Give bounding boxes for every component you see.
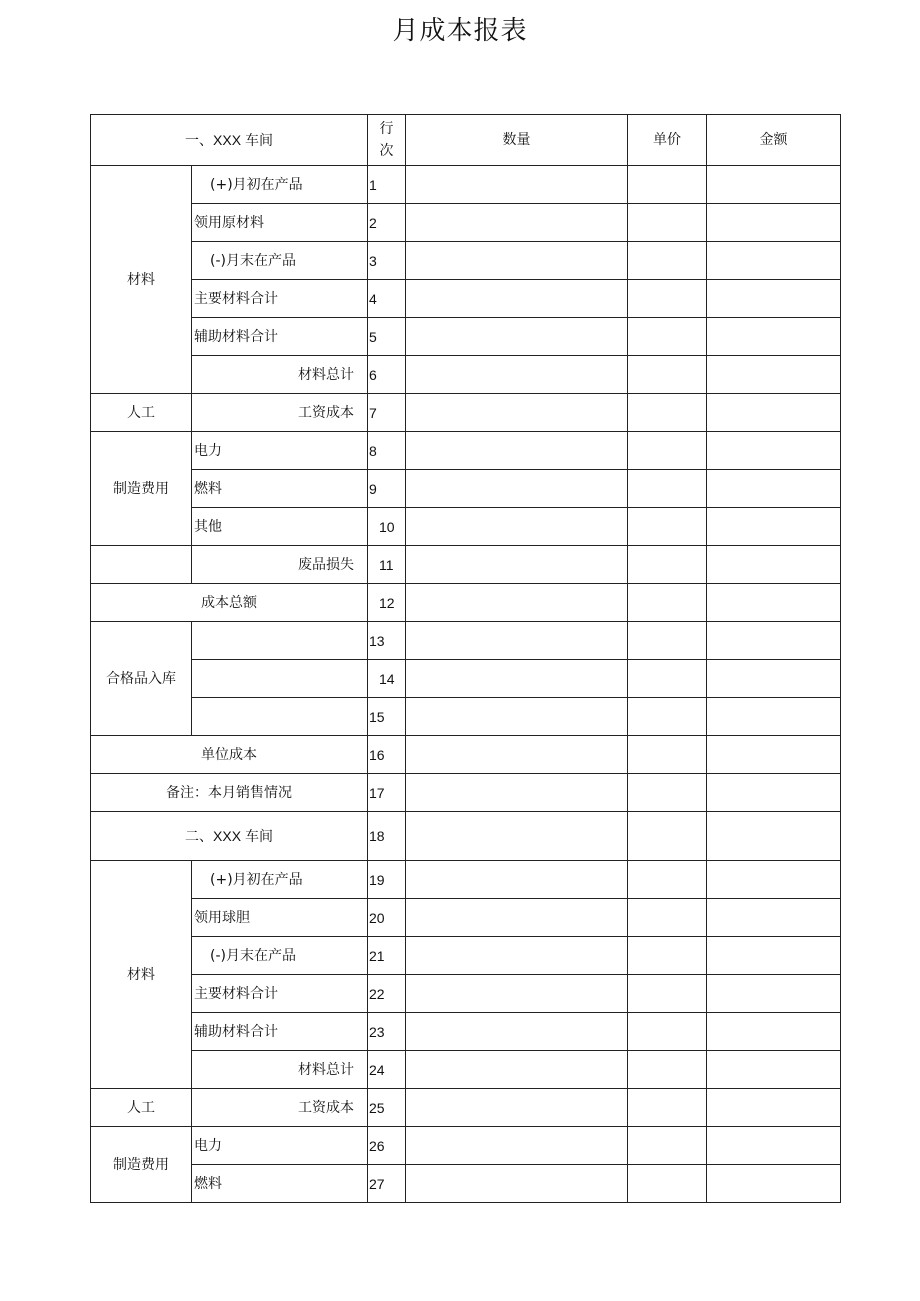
unit-price-cell[interactable] (628, 899, 707, 937)
unit-price-cell[interactable] (628, 204, 707, 242)
unit-price-cell[interactable] (628, 937, 707, 975)
amount-cell[interactable] (707, 975, 841, 1013)
quantity-cell[interactable] (406, 899, 628, 937)
total-cost-label: 成本总额 (91, 584, 368, 622)
row-number: 7 (368, 394, 406, 432)
amount-cell[interactable] (707, 584, 841, 622)
row-label: 辅助材料合计 (192, 1013, 368, 1051)
quantity-cell[interactable] (406, 622, 628, 660)
amount-cell[interactable] (707, 394, 841, 432)
amount-cell[interactable] (707, 166, 841, 204)
row-label: (+)月初在产品 (192, 166, 368, 204)
amount-cell[interactable] (707, 899, 841, 937)
table-row (91, 432, 841, 470)
row-number: 12 (368, 584, 406, 622)
row-label: 燃料 (192, 470, 368, 508)
row-number: 5 (368, 318, 406, 356)
table-row (91, 899, 841, 937)
row-number: 4 (368, 280, 406, 318)
table-row (91, 1013, 841, 1051)
table-row (91, 937, 841, 975)
amount-cell[interactable] (707, 1127, 841, 1165)
row-number: 2 (368, 204, 406, 242)
row-label[interactable] (192, 698, 368, 736)
table-header-row (91, 115, 841, 166)
row-number: 15 (368, 698, 406, 736)
table-row (91, 975, 841, 1013)
row-label: 工资成本 (192, 394, 368, 432)
row-label: 领用球胆 (192, 899, 368, 937)
row-number: 19 (368, 861, 406, 899)
row-label: (-)月末在产品 (192, 242, 368, 280)
amount-cell[interactable] (707, 242, 841, 280)
unit-price-cell[interactable] (628, 432, 707, 470)
row-label[interactable] (192, 622, 368, 660)
row-label: 废品损失 (192, 546, 368, 584)
unit-price-cell[interactable] (628, 394, 707, 432)
quantity-cell[interactable] (406, 584, 628, 622)
quantity-cell[interactable] (406, 861, 628, 899)
table-row (91, 774, 841, 812)
amount-cell[interactable] (707, 280, 841, 318)
row-label: 主要材料合计 (192, 975, 368, 1013)
table-row (91, 280, 841, 318)
row-number: 10 (368, 508, 406, 546)
table-row (91, 861, 841, 899)
quantity-cell[interactable] (406, 1051, 628, 1089)
table-row (91, 1127, 841, 1165)
unit-price-cell[interactable] (628, 242, 707, 280)
unit-price-cell[interactable] (628, 812, 707, 861)
table-row (91, 698, 841, 736)
unit-price-cell[interactable] (628, 356, 707, 394)
row-label: 材料总计 (192, 356, 368, 394)
amount-header: 金额 (707, 115, 841, 166)
unit-price-cell[interactable] (628, 584, 707, 622)
cost-report-table (90, 114, 841, 1203)
row-number: 1 (368, 166, 406, 204)
amount-cell[interactable] (707, 432, 841, 470)
unit-price-cell[interactable] (628, 1127, 707, 1165)
unit-price-cell[interactable] (628, 1165, 707, 1203)
row-number: 21 (368, 937, 406, 975)
row-number: 24 (368, 1051, 406, 1089)
quantity-cell[interactable] (406, 1089, 628, 1127)
table-row (91, 660, 841, 698)
row-label: 辅助材料合计 (192, 318, 368, 356)
amount-cell[interactable] (707, 546, 841, 584)
row-label: 领用原材料 (192, 204, 368, 242)
row-label: 燃料 (192, 1165, 368, 1203)
quantity-cell[interactable] (406, 1013, 628, 1051)
quantity-cell[interactable] (406, 318, 628, 356)
quantity-cell[interactable] (406, 937, 628, 975)
row-number: 11 (368, 546, 406, 584)
overhead-group-label: 制造费用 (91, 432, 192, 546)
labor-group-label: 人工 (91, 1089, 192, 1127)
amount-cell[interactable] (707, 622, 841, 660)
amount-cell[interactable] (707, 1089, 841, 1127)
section2-heading-row (91, 812, 841, 861)
row-label: 电力 (192, 432, 368, 470)
row-label: 其他 (192, 508, 368, 546)
row-number: 17 (368, 774, 406, 812)
row-number: 3 (368, 242, 406, 280)
unit-price-cell[interactable] (628, 1089, 707, 1127)
table-row (91, 736, 841, 774)
row-number: 8 (368, 432, 406, 470)
amount-cell[interactable] (707, 698, 841, 736)
unit-price-cell[interactable] (628, 166, 707, 204)
table-row (91, 204, 841, 242)
unit-price-cell[interactable] (628, 975, 707, 1013)
unit-cost-label: 单位成本 (91, 736, 368, 774)
amount-cell[interactable] (707, 660, 841, 698)
unit-price-cell[interactable] (628, 660, 707, 698)
quantity-cell[interactable] (406, 356, 628, 394)
table-row (91, 318, 841, 356)
unit-price-cell[interactable] (628, 736, 707, 774)
amount-cell[interactable] (707, 356, 841, 394)
row-label: 材料总计 (192, 1051, 368, 1089)
material-group-label: 材料 (91, 166, 192, 394)
unit-price-cell[interactable] (628, 861, 707, 899)
row-number: 9 (368, 470, 406, 508)
row-label: (+)月初在产品 (192, 861, 368, 899)
row-label: 工资成本 (192, 1089, 368, 1127)
quantity-cell[interactable] (406, 736, 628, 774)
quantity-cell[interactable] (406, 774, 628, 812)
table-row (91, 584, 841, 622)
quantity-cell[interactable] (406, 546, 628, 584)
row-number: 18 (368, 812, 406, 861)
quantity-cell[interactable] (406, 508, 628, 546)
row-number: 26 (368, 1127, 406, 1165)
row-number: 13 (368, 622, 406, 660)
row-label: (-)月末在产品 (192, 937, 368, 975)
section2-heading: 二、XXX 车间 (91, 812, 368, 861)
unit-price-cell[interactable] (628, 622, 707, 660)
table-row (91, 470, 841, 508)
quantity-cell[interactable] (406, 242, 628, 280)
row-number: 16 (368, 736, 406, 774)
amount-cell[interactable] (707, 508, 841, 546)
unit-price-cell[interactable] (628, 318, 707, 356)
amount-cell[interactable] (707, 204, 841, 242)
unit-price-cell[interactable] (628, 1013, 707, 1051)
amount-cell[interactable] (707, 812, 841, 861)
amount-cell[interactable] (707, 736, 841, 774)
quantity-cell[interactable] (406, 470, 628, 508)
quantity-cell[interactable] (406, 698, 628, 736)
section1-heading: 一、XXX 车间 (91, 115, 368, 166)
table-row (91, 166, 841, 204)
table-row (91, 546, 841, 584)
row-label: 电力 (192, 1127, 368, 1165)
row-label[interactable] (192, 660, 368, 698)
quantity-cell[interactable] (406, 975, 628, 1013)
amount-cell[interactable] (707, 774, 841, 812)
unit-price-cell[interactable] (628, 470, 707, 508)
quantity-cell[interactable] (406, 394, 628, 432)
unit-price-cell[interactable] (628, 698, 707, 736)
amount-cell[interactable] (707, 1165, 841, 1203)
quantity-cell[interactable] (406, 1165, 628, 1203)
amount-cell[interactable] (707, 318, 841, 356)
table-row (91, 622, 841, 660)
quantity-cell[interactable] (406, 432, 628, 470)
unit-price-cell[interactable] (628, 546, 707, 584)
amount-cell[interactable] (707, 861, 841, 899)
row-number-header: 行 次 (368, 115, 406, 166)
material-group-label: 材料 (91, 861, 192, 1089)
row-number: 25 (368, 1089, 406, 1127)
amount-cell[interactable] (707, 470, 841, 508)
table-row (91, 1089, 841, 1127)
row-number: 22 (368, 975, 406, 1013)
quantity-cell[interactable] (406, 812, 628, 861)
table-row (91, 1165, 841, 1203)
unit-price-cell[interactable] (628, 1051, 707, 1089)
unit-price-cell[interactable] (628, 508, 707, 546)
unit-price-cell[interactable] (628, 280, 707, 318)
amount-cell[interactable] (707, 1051, 841, 1089)
table-row (91, 508, 841, 546)
unit-price-cell[interactable] (628, 774, 707, 812)
amount-cell[interactable] (707, 937, 841, 975)
quantity-cell[interactable] (406, 204, 628, 242)
amount-cell[interactable] (707, 1013, 841, 1051)
row-number: 14 (368, 660, 406, 698)
empty-group-cell (91, 546, 192, 584)
quantity-header: 数量 (406, 115, 628, 166)
row-number: 6 (368, 356, 406, 394)
table-row (91, 356, 841, 394)
table-row (91, 242, 841, 280)
overhead-group-label: 制造费用 (91, 1127, 192, 1203)
quantity-cell[interactable] (406, 660, 628, 698)
qualified-group-label: 合格品入库 (91, 622, 192, 736)
labor-group-label: 人工 (91, 394, 192, 432)
table-row (91, 394, 841, 432)
table-row (91, 1051, 841, 1089)
remark-label: 备注：本月销售情况 (91, 774, 368, 812)
quantity-cell[interactable] (406, 166, 628, 204)
row-number: 23 (368, 1013, 406, 1051)
quantity-cell[interactable] (406, 1127, 628, 1165)
unit-price-header: 单价 (628, 115, 707, 166)
quantity-cell[interactable] (406, 280, 628, 318)
page-title: 月成本报表 (392, 16, 528, 46)
row-number: 27 (368, 1165, 406, 1203)
row-label: 主要材料合计 (192, 280, 368, 318)
row-number: 20 (368, 899, 406, 937)
